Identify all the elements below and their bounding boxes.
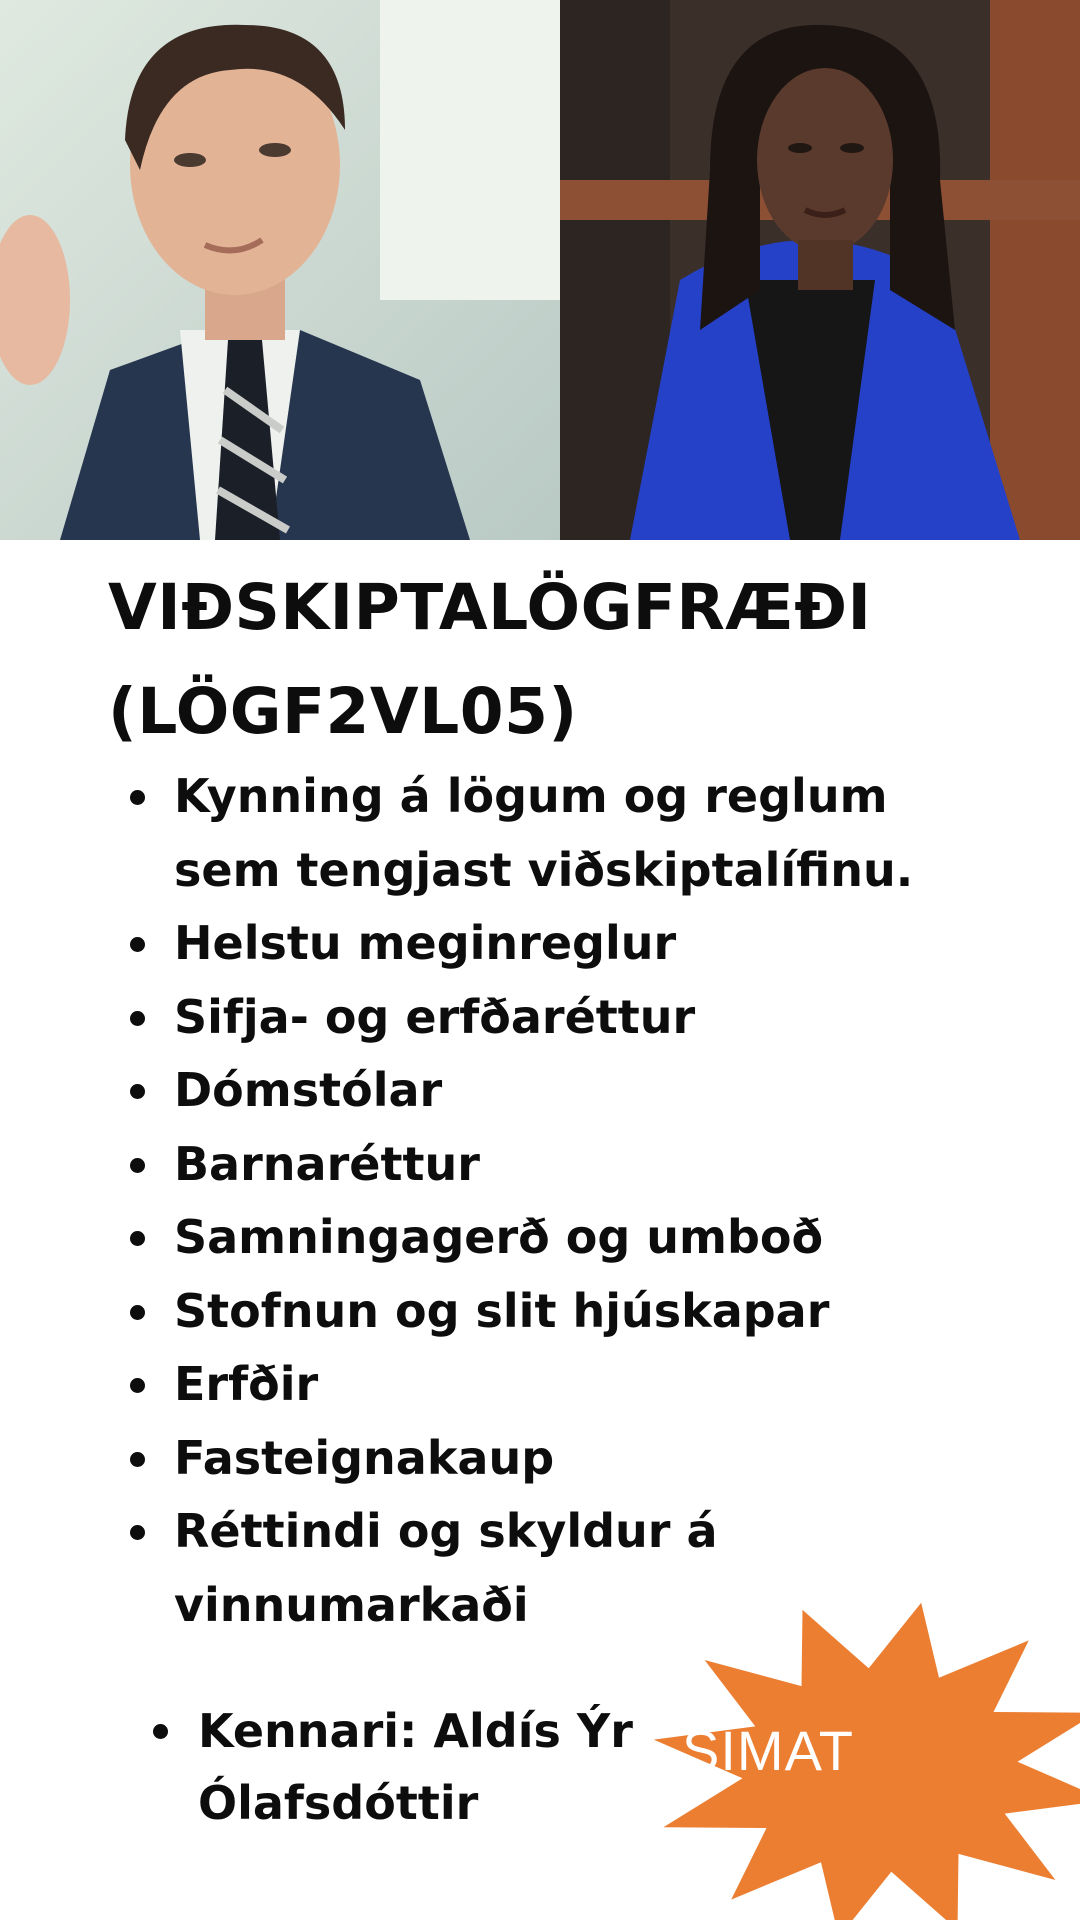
bullet-icon xyxy=(130,1158,145,1173)
list-item: Barnaréttur xyxy=(0,1128,974,1202)
list-item: Stofnun og slit hjúskapar xyxy=(0,1275,974,1349)
list-item: Dómstólar xyxy=(0,1054,974,1128)
bullet-icon xyxy=(130,1378,145,1393)
bullet-icon xyxy=(130,1231,145,1246)
bullet-icon xyxy=(130,1305,145,1320)
list-item: Samningagerð og umboð xyxy=(0,1201,974,1275)
list-item: Kynning á lögum og reglum sem tengjast viðskiptalífinu. xyxy=(0,760,974,907)
course-title-name: VIÐSKIPTALÖGFRÆÐI xyxy=(108,571,872,644)
teacher-line: Ólafsdóttir xyxy=(198,1776,479,1830)
list-item: Fasteignakaup xyxy=(0,1422,974,1496)
topics-list xyxy=(0,760,1080,1642)
badge-label: SÍMAT xyxy=(682,1719,854,1782)
teacher-line: Kennari: Aldís Ýr xyxy=(198,1704,633,1758)
list-item: Erfðir xyxy=(0,1348,974,1422)
bullet-icon xyxy=(130,1525,145,1540)
list-item: Helstu meginreglur xyxy=(0,907,974,981)
bullet-icon xyxy=(130,790,145,805)
course-code: (LÖGF2VL05) xyxy=(108,675,578,748)
list-item: Sifja- og erfðaréttur xyxy=(0,981,974,1055)
list-item: Réttindi og skyldur á vinnumarkaði xyxy=(0,1495,974,1642)
photo-woman-in-blue-jacket xyxy=(560,0,1080,540)
bullet-icon xyxy=(130,1084,145,1099)
bullet-icon xyxy=(130,1011,145,1026)
bullet-icon xyxy=(153,1724,168,1739)
teacher-item xyxy=(0,1695,668,1839)
photo-man-in-suit xyxy=(0,0,560,540)
bullet-icon xyxy=(130,1452,145,1467)
teacher-list xyxy=(0,1695,1080,1839)
bullet-icon xyxy=(130,937,145,952)
course-title xyxy=(108,556,1058,764)
